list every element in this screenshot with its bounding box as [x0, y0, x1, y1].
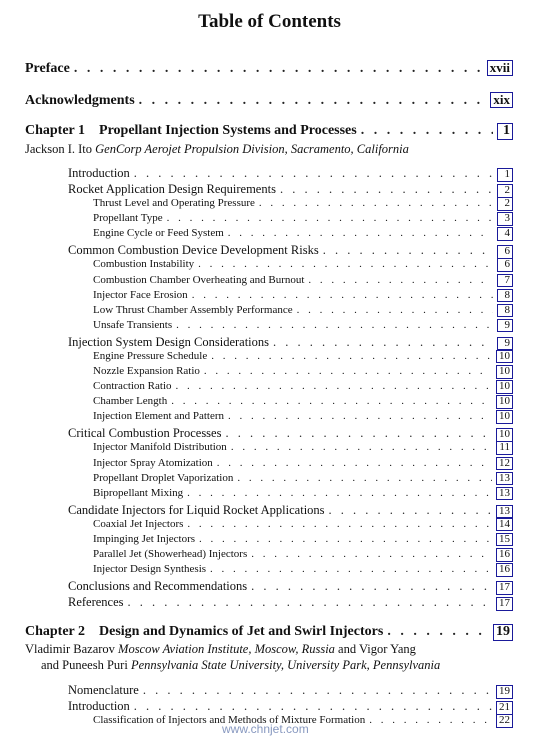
chapter-2-author-line-1: [25, 641, 513, 657]
leader-dots: [251, 548, 492, 560]
toc-subsection-entry[interactable]: [93, 274, 513, 288]
author-name: and Puneesh Puri: [41, 658, 128, 672]
leader-dots: [329, 503, 492, 518]
page-link[interactable]: 17: [496, 581, 513, 595]
entry-label: Propellant Type: [93, 212, 163, 225]
page-link[interactable]: 3: [497, 212, 513, 226]
leader-dots: [171, 395, 492, 407]
toc-subsection-entry[interactable]: [93, 197, 513, 211]
leader-dots: [251, 579, 492, 594]
leader-dots: [199, 533, 492, 545]
author-name: Vladimir Bazarov: [25, 642, 115, 656]
toc-subsection-entry[interactable]: [93, 533, 513, 547]
author-affiliation: GenCorp Aerojet Propulsion Division, Sacramento, California: [95, 142, 409, 156]
leader-dots: [308, 274, 493, 286]
toc-subsection-entry[interactable]: [93, 304, 513, 318]
toc-subsection-entry[interactable]: [93, 319, 513, 333]
page-link[interactable]: 19: [493, 624, 513, 641]
page-link[interactable]: xix: [490, 92, 513, 108]
toc-section-entry[interactable]: [68, 335, 513, 351]
entry-label: Coaxial Jet Injectors: [93, 517, 184, 530]
toc-entry-preface[interactable]: [25, 60, 513, 77]
leader-dots: [297, 304, 493, 316]
entry-label: Unsafe Transients: [93, 318, 173, 331]
page-link[interactable]: 2: [497, 197, 513, 211]
toc-chapter-2[interactable]: [25, 624, 513, 641]
entry-label: Contraction Ratio: [93, 380, 172, 393]
toc-subsection-entry[interactable]: [93, 350, 513, 364]
toc-section-entry[interactable]: [68, 243, 513, 259]
leader-dots: [167, 212, 493, 224]
entry-label: Bipropellant Mixing: [93, 486, 184, 499]
page-link[interactable]: 13: [496, 505, 513, 519]
entry-label: Critical Combustion Processes: [68, 426, 222, 441]
entry-label: Chamber Length: [93, 395, 168, 408]
entry-label: Injector Face Erosion: [93, 288, 188, 301]
page-link[interactable]: 13: [496, 487, 513, 501]
toc-subsection-entry[interactable]: [93, 258, 513, 272]
page-link[interactable]: 14: [496, 518, 513, 532]
entry-label: Rocket Application Design Requirements: [68, 182, 276, 196]
leader-dots: [211, 350, 492, 362]
leader-dots: [204, 365, 492, 377]
leader-dots: [323, 243, 493, 258]
page-link[interactable]: 21: [496, 701, 513, 715]
toc-subsection-entry[interactable]: [93, 441, 513, 455]
leader-dots: [176, 380, 492, 392]
page-link[interactable]: 7: [497, 274, 513, 288]
entry-label: Common Combustion Device Development Risks: [68, 243, 319, 258]
leader-dots: [369, 714, 492, 726]
toc-section-entry[interactable]: [68, 503, 513, 519]
toc-subsection-entry[interactable]: [93, 457, 513, 471]
chapter-2-author-line-2: [41, 657, 529, 673]
chapter-1-author: [25, 141, 513, 157]
leader-dots: [74, 61, 483, 77]
entry-label: Nozzle Expansion Ratio: [93, 365, 200, 377]
author-name: and Vigor Yang: [338, 642, 416, 656]
leader-dots: [237, 472, 492, 484]
page-link[interactable]: 19: [496, 685, 513, 699]
page-link[interactable]: 15: [496, 533, 513, 547]
entry-label: Low Thrust Chamber Assembly Performance: [93, 303, 293, 316]
page-link[interactable]: 16: [496, 563, 513, 577]
toc-entry-acknowledgments[interactable]: [25, 92, 513, 109]
page-link[interactable]: 8: [497, 304, 513, 318]
toc-subsection-entry[interactable]: [93, 395, 513, 409]
entry-label: Injector Design Synthesis: [93, 563, 207, 576]
leader-dots: [187, 487, 492, 499]
page-link[interactable]: 10: [496, 428, 513, 442]
toc-subsection-entry[interactable]: [93, 380, 513, 394]
author-name: Jackson I. Ito: [25, 142, 92, 156]
page-link[interactable]: xvii: [487, 60, 513, 76]
leader-dots: [139, 93, 487, 109]
leader-dots: [187, 518, 492, 530]
entry-label: Injection Element and Pattern: [93, 410, 225, 423]
page-link[interactable]: 9: [497, 319, 513, 333]
entry-label: Combustion Chamber Overheating and Burnout: [93, 273, 305, 286]
toc-section-entry[interactable]: [68, 683, 513, 699]
page-link[interactable]: 10: [496, 350, 513, 364]
leader-dots: [225, 426, 492, 441]
toc-subsection-entry[interactable]: [93, 212, 513, 226]
leader-dots: [176, 319, 493, 331]
page-link[interactable]: 13: [496, 472, 513, 486]
entry-label: Introduction: [68, 699, 130, 713]
leader-dots: [228, 410, 492, 422]
entry-label: Thrust Level and Operating Pressure: [93, 197, 255, 210]
entry-label: Injector Manifold Distribution: [93, 441, 227, 454]
toc-subsection-entry[interactable]: [93, 487, 513, 501]
leader-dots: [143, 683, 492, 698]
page-link[interactable]: 10: [496, 410, 513, 424]
page-link[interactable]: 17: [496, 597, 513, 611]
leader-dots: [259, 197, 493, 209]
entry-label: Nomenclature: [68, 683, 139, 697]
entry-label: References: [68, 595, 124, 610]
entry-label: Injector Spray Atomization: [93, 456, 213, 469]
leader-dots: [387, 624, 489, 640]
entry-label: Combustion Instability: [93, 258, 195, 271]
page-title: Table of Contents: [198, 11, 341, 32]
leader-dots: [280, 182, 493, 197]
entry-label: Introduction: [68, 166, 130, 180]
page-link[interactable]: 1: [497, 168, 513, 182]
leader-dots: [134, 166, 493, 181]
toc-section-entry[interactable]: [68, 166, 513, 182]
leader-dots: [198, 258, 493, 270]
page-link[interactable]: 6: [497, 258, 513, 272]
toc-section-entry[interactable]: [68, 182, 513, 198]
entry-label: Engine Cycle or Feed System: [93, 227, 224, 240]
leader-dots: [192, 289, 493, 301]
author-affiliation: Pennsylvania State University, University Park, Pennsylvania: [130, 658, 441, 672]
leader-dots: [128, 595, 492, 610]
toc-section-entry[interactable]: [68, 699, 513, 715]
author-affiliation: Moscow Aviation Institute, Moscow, Russia: [118, 642, 335, 656]
toc-subsection-entry[interactable]: [93, 289, 513, 303]
page-link[interactable]: 12: [496, 457, 513, 471]
leader-dots: [231, 441, 493, 453]
entry-label: Injection System Design Considerations: [68, 334, 270, 349]
leader-dots: [361, 123, 493, 139]
page-link[interactable]: 8: [497, 289, 513, 303]
page-link[interactable]: 11: [496, 441, 513, 455]
page-link[interactable]: 10: [496, 395, 513, 409]
toc-subsection-entry[interactable]: [93, 472, 513, 486]
page-link[interactable]: 10: [496, 365, 513, 379]
toc-section-entry[interactable]: [68, 595, 513, 611]
chapter-label: Chapter 1 Propellant Injection Systems and Processes: [25, 123, 357, 138]
entry-label: Conclusions and Recommendations: [68, 579, 248, 594]
watermark: www.chnjet.com: [222, 722, 309, 736]
page-link[interactable]: 10: [496, 380, 513, 394]
chapter-label: Chapter 2 Design and Dynamics of Jet and Swirl Injectors: [25, 624, 384, 639]
page-link[interactable]: 4: [497, 227, 513, 241]
entry-label: Preface: [25, 61, 70, 76]
entry-label: Impinging Jet Injectors: [93, 532, 196, 545]
toc-section-entry[interactable]: [68, 579, 513, 595]
entry-label: Engine Pressure Schedule: [93, 349, 208, 362]
entry-label: Parallel Jet (Showerhead) Injectors: [93, 548, 248, 560]
toc-subsection-entry[interactable]: [93, 518, 513, 532]
leader-dots: [210, 563, 492, 575]
entry-label: Classification of Injectors and Methods of Mixture Formation: [93, 714, 366, 726]
entry-label: Candidate Injectors for Liquid Rocket Applications: [68, 502, 325, 517]
page-link[interactable]: 16: [496, 548, 513, 562]
page-link[interactable]: 6: [497, 245, 513, 259]
page-link[interactable]: 9: [497, 337, 513, 351]
page-link[interactable]: 22: [496, 714, 513, 728]
page-link[interactable]: 1: [497, 123, 513, 140]
toc-chapter-1[interactable]: [25, 123, 513, 140]
entry-label: Acknowledgments: [25, 93, 135, 108]
toc-subsection-entry[interactable]: [93, 227, 513, 241]
toc-subsection-entry[interactable]: [93, 563, 513, 577]
leader-dots: [273, 335, 493, 350]
leader-dots: [228, 227, 493, 239]
toc-subsection-entry[interactable]: [93, 410, 513, 424]
page-link[interactable]: 2: [497, 184, 513, 198]
leader-dots: [134, 699, 492, 714]
entry-label: Propellant Droplet Vaporization: [93, 471, 234, 484]
leader-dots: [217, 457, 492, 469]
toc-section-entry[interactable]: [68, 426, 513, 442]
toc-subsection-entry[interactable]: [93, 548, 513, 562]
toc-subsection-entry[interactable]: [93, 365, 513, 379]
